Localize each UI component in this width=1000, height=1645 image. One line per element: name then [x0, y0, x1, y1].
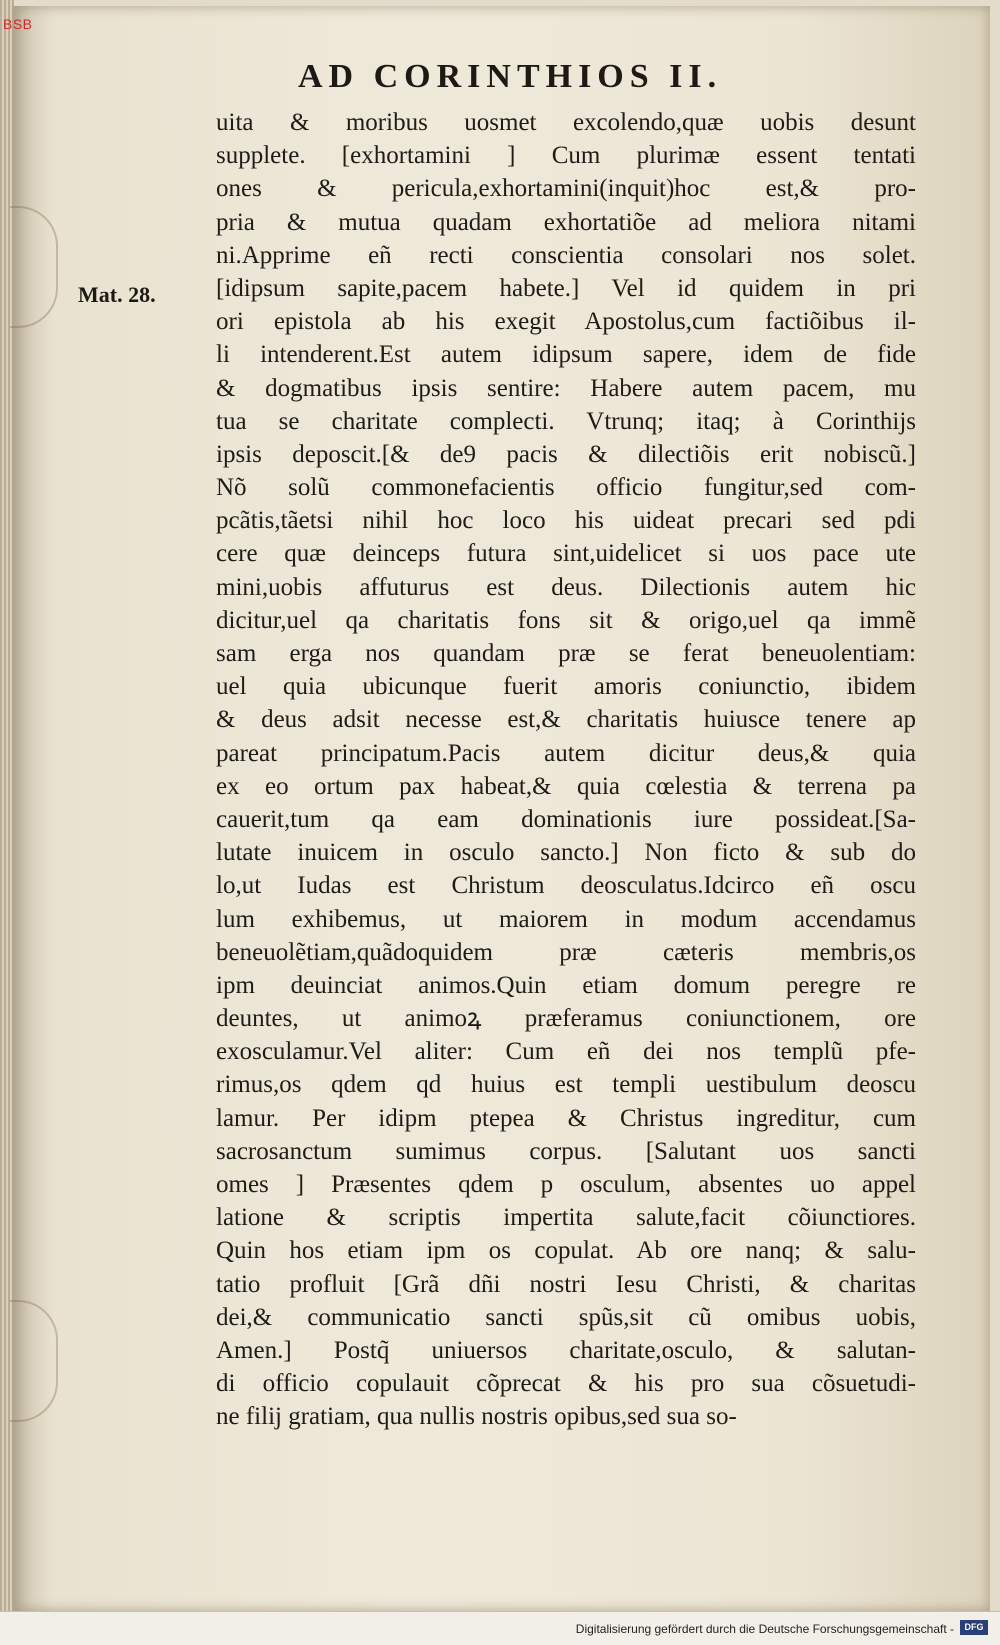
text-line: pria & mutua quadam exhortatiõe ad meliora nitami [216, 208, 916, 236]
margin-note: Mat. 28. [78, 282, 156, 307]
text-line: Amen.] Postq̃ uniuersos charitate,osculo, & salutan- [216, 1336, 916, 1364]
text-line: lutate inuicem in osculo sancto.] Non ficto & sub do [216, 839, 916, 867]
text-line: [idipsum sapite,pacem habete.] Vel id quidem in pri [216, 274, 916, 302]
text-line: tua se charitate complecti. Vtrunq; itaq; à Corinthijs [216, 407, 916, 435]
text-line: dei,& communicatio sancti spũs,sit cũ omibus uobis, [216, 1303, 916, 1331]
text-line: exosculamur.Vel aliter: Cum eñ dei nos templũ pfe- [216, 1038, 916, 1066]
text-line: & dogmatibus ipsis sentire: Habere autem pacem, mu [216, 374, 916, 402]
text-line: pareat principatum.Pacis autem dicitur deus,& quia [216, 739, 916, 767]
text-line: ipsis deposcit.[& de9 pacis & dilectiõis erit nobiscũ.] [216, 440, 916, 468]
text-line: deuntes, ut animoꝝ præferamus coniunctionem, ore [216, 1005, 916, 1033]
text-line: ones & pericula,exhortamini(inquit)hoc est,& pro- [216, 175, 916, 203]
text-line: ex eo ortum pax habeat,& quia cœlestia & terrena pa [216, 772, 916, 800]
text-line: li intenderent.Est autem idipsum sapere, idem de fide [216, 341, 916, 369]
clip-shadow-bottom [10, 1300, 58, 1422]
funding-notice: Digitalisierung gefördert durch die Deutsche Forschungsgemeinschaft - [575, 1622, 954, 1636]
text-line: di officio copulauit cõprecat & his pro sua cõsuetudi- [216, 1370, 916, 1398]
text-line: ne filij gratiam, qua nullis nostris opibus,sed sua so- [216, 1403, 737, 1431]
library-mark: BSB [3, 16, 33, 32]
text-line: mini,uobis affuturus est deus. Dilectionis autem hic [216, 573, 916, 601]
text-line: ni.Apprime eñ recti conscientia consolari nos solet. [216, 241, 916, 269]
clip-shadow-top [10, 206, 58, 328]
text-line: Quin hos etiam ipm os copulat. Ab ore nanq; & salu- [216, 1237, 916, 1265]
text-line: rimus,os qdem qd huius est templi uestibulum deoscu [216, 1071, 916, 1099]
text-line: pcãtis,tãetsi nihil hoc loco his uideat precari sed pdi [216, 507, 916, 535]
dfg-logo: DFG [960, 1620, 988, 1635]
text-line: beneuolẽtiam,quãdoquidem præ cæteris membris,os [216, 938, 916, 966]
text-line: lo,ut Iudas est Christum deosculatus.Idcirco eñ oscu [216, 872, 916, 900]
text-line: ipm deuinciat animos.Quin etiam domum peregre re [216, 971, 916, 999]
text-line: sam erga nos quandam præ se ferat beneuolentiam: [216, 640, 916, 667]
text-line: lum exhibemus, ut maiorem in modum accendamus [216, 905, 916, 933]
text-line: lamur. Per idipm ptерea & Christus ingreditur, cum [216, 1104, 916, 1132]
text-line: supplete. [exhortamini ] Cum plurimæ essent tentati [216, 142, 916, 170]
text-line: cauerit,tum qa eam dominationis iure possideat.[Sa- [216, 805, 916, 833]
body-text [216, 106, 916, 1434]
text-line: tatio profluit [Grã dñi nostri Iesu Christi, & charitas [216, 1270, 916, 1298]
running-head: AD CORINTHIOS II. [298, 58, 723, 95]
text-line: cere quæ deinceps futura sint,uidelicet si uos pace ute [216, 540, 916, 568]
text-line: sacrosanctum sumimus corpus. [Salutant uos sancti [216, 1137, 916, 1165]
text-line: omes ] Præsentes qdem p osculum, absentes uo appel [216, 1171, 916, 1198]
text-line: uita & moribus uosmet excolendo,quæ uobis desunt [216, 109, 916, 136]
text-line: latione & scriptis impertita salute,facit cõiunctiores. [216, 1204, 916, 1232]
text-line: Nõ solũ commonefacientis officio fungitur,sed com- [216, 474, 916, 502]
text-line: ori epistola ab his exegit Apostolus,cum factiõibus il- [216, 308, 916, 336]
text-line: dicitur,uel qa charitatis fons sit & origo,uel qa immẽ [216, 606, 916, 634]
text-line: uel quia ubicunque fuerit amoris coniunctio, ibidem [216, 673, 916, 701]
text-line: & deus adsit necesse est,& charitatis huiusce tenere ap [216, 706, 916, 734]
